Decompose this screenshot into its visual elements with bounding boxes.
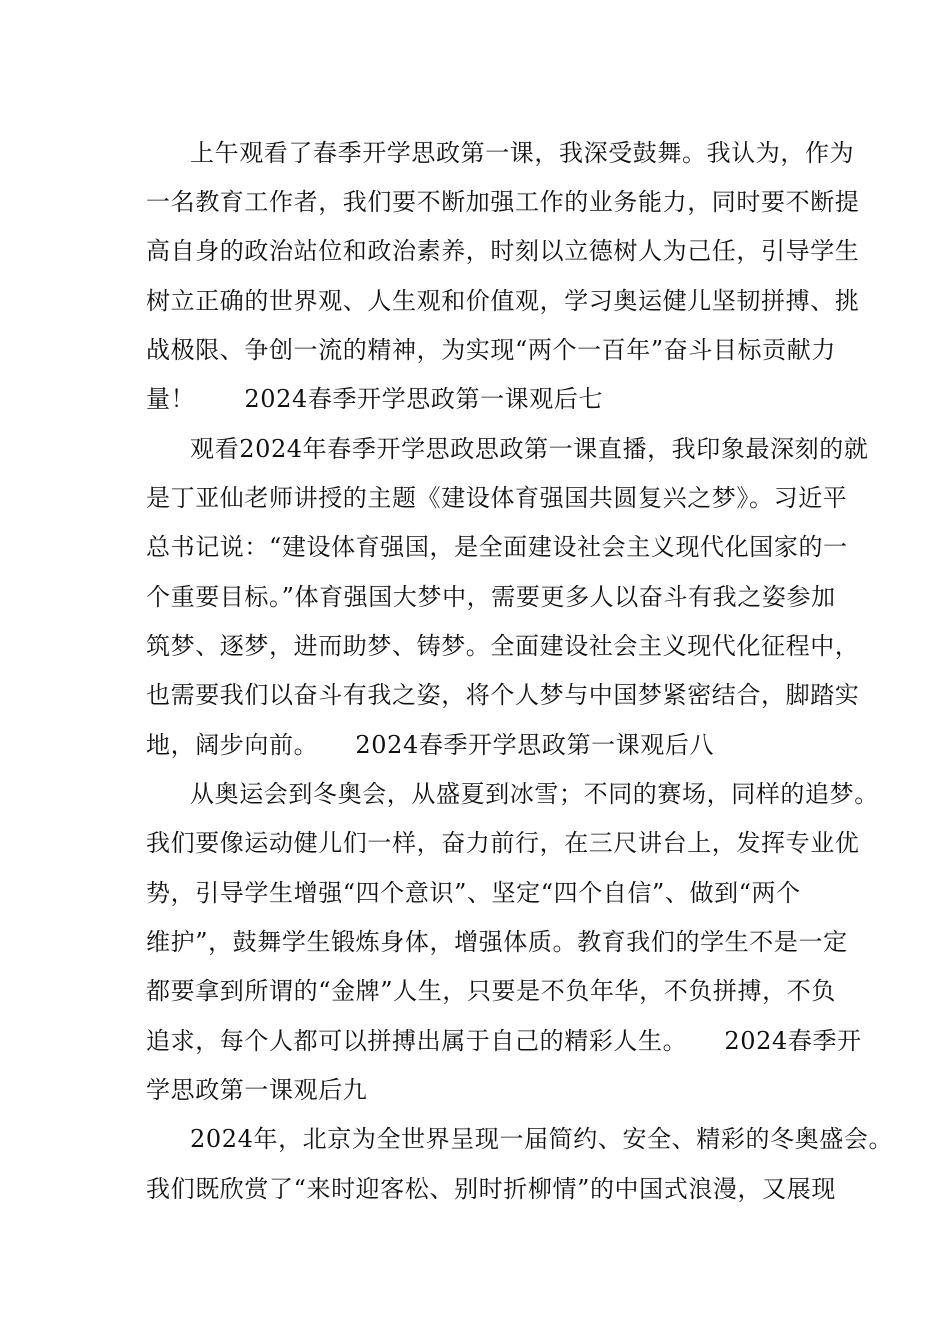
text-line-11: 筑梦、逐梦，进而助梦、铸梦。全面建设社会主义现代化征程中， bbox=[146, 632, 860, 660]
text-line-4: 树立正确的世界观、人生观和价值观，学习奥运健儿坚韧拼搏、挑 bbox=[146, 287, 860, 315]
text-line-13-heading-8: 地，阔步向前。 2024春季开学思政第一课观后八 bbox=[146, 731, 715, 759]
text-line-5: 战极限、争创一流的精神，为实现“两个一百年”奋斗目标贡献力 bbox=[146, 336, 836, 364]
text-line-1: 上午观看了春季开学思政第一课，我深受鼓舞。我认为，作为 bbox=[190, 139, 855, 167]
text-line-20-heading-9-cont: 学思政第一课观后九 bbox=[146, 1076, 368, 1104]
text-line-21: 2024年，北京为全世界呈现一届简约、安全、精彩的冬奥盛会。 bbox=[190, 1125, 894, 1153]
text-line-16: 势，引导学生增强“四个意识”、坚定“四个自信”、做到“两个 bbox=[146, 879, 801, 907]
text-line-17: 维护”，鼓舞学生锻炼身体，增强体质。教育我们的学生不是一定 bbox=[146, 928, 848, 956]
text-line-22: 我们既欣赏了“来时迎客松、别时折柳情”的中国式浪漫，又展现 bbox=[146, 1175, 836, 1203]
text-line-2: 一名教育工作者，我们要不断加强工作的业务能力，同时要不断提 bbox=[146, 188, 860, 216]
text-line-19-heading-9: 追求，每个人都可以拼搏出属于自己的精彩人生。 2024春季开 bbox=[146, 1027, 862, 1055]
text-line-14: 从奥运会到冬奥会，从盛夏到冰雪；不同的赛场，同样的追梦。 bbox=[190, 780, 879, 808]
text-line-6-heading-7: 量！ 2024春季开学思政第一课观后七 bbox=[146, 385, 604, 413]
text-line-15: 我们要像运动健儿们一样，奋力前行，在三尺讲台上，发挥专业优 bbox=[146, 829, 860, 857]
text-line-3: 高自身的政治站位和政治素养，时刻以立德树人为己任，引导学生 bbox=[146, 237, 860, 265]
text-line-7: 观看2024年春季开学思政思政第一课直播，我印象最深刻的就 bbox=[190, 435, 869, 463]
text-line-18: 都要拿到所谓的“金牌”人生，只要是不负年华，不负拼搏，不负 bbox=[146, 977, 836, 1005]
text-line-10: 个重要目标。”体育强国大梦中，需要更多人以奋斗有我之姿参加 bbox=[146, 583, 836, 611]
text-line-9: 总书记说：“建设体育强国，是全面建设社会主义现代化国家的一 bbox=[146, 533, 848, 561]
text-line-12: 也需要我们以奋斗有我之姿，将个人梦与中国梦紧密结合，脚踏实 bbox=[146, 681, 860, 709]
text-line-8: 是丁亚仙老师讲授的主题《建设体育强国共圆复兴之梦》。习近平 bbox=[146, 484, 848, 512]
